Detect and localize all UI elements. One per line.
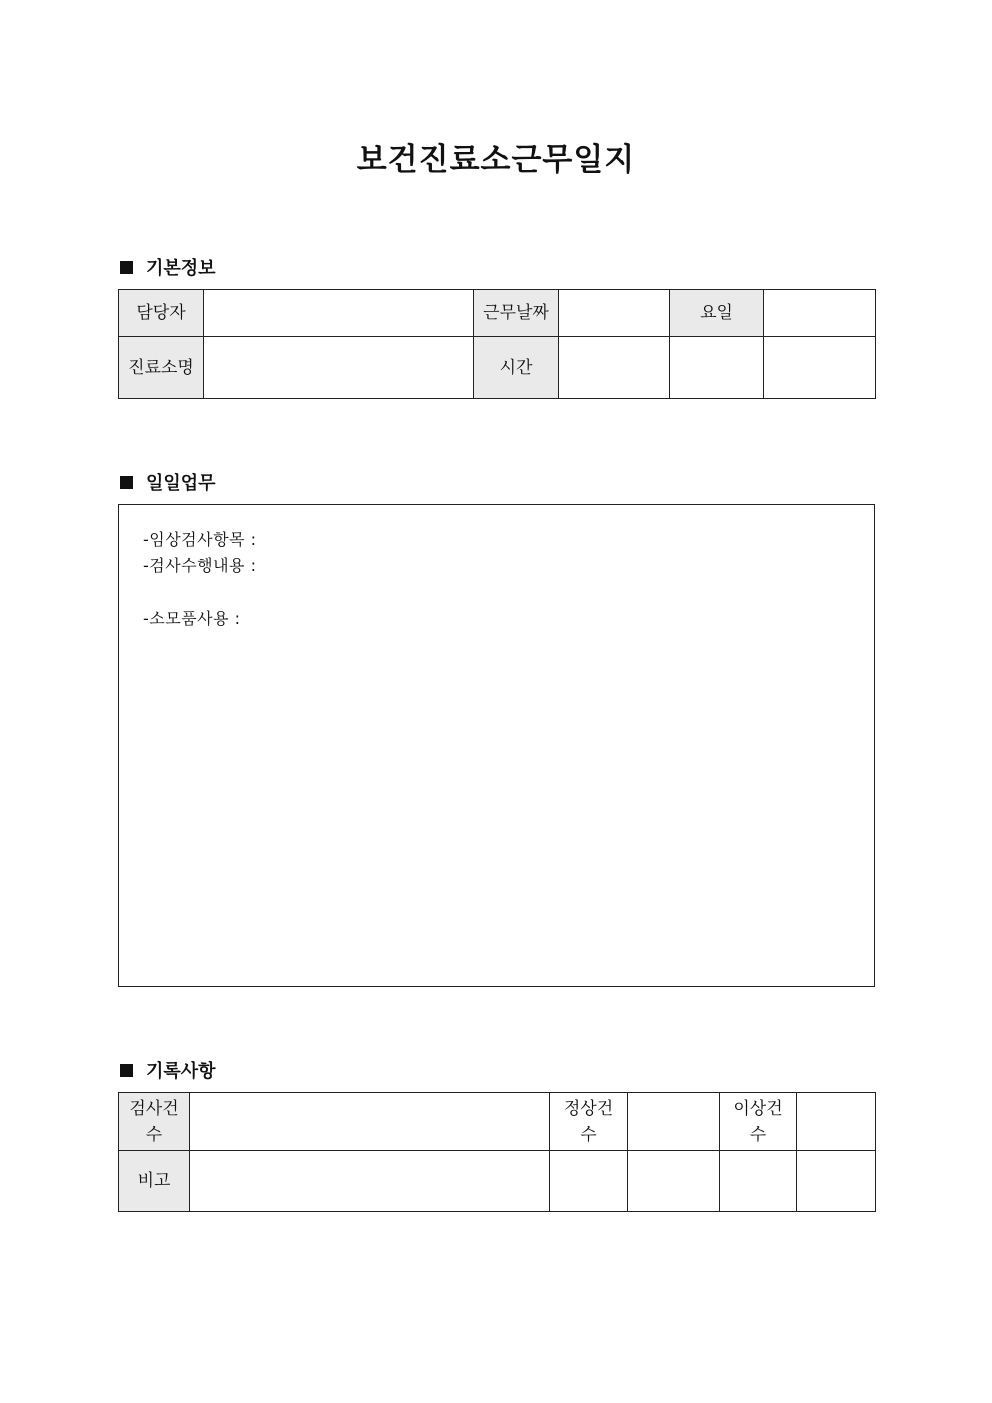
section-title: 기록사항 — [146, 1061, 216, 1082]
test-count-label-line1: 검사건 — [129, 1098, 179, 1119]
table-row — [119, 337, 876, 399]
time-label: 시간 — [474, 337, 559, 399]
table-row — [119, 290, 876, 337]
empty-cell[interactable] — [550, 1151, 628, 1212]
weekday-label: 요일 — [670, 290, 764, 337]
empty-cell[interactable] — [797, 1151, 876, 1212]
black-square-icon — [120, 261, 133, 274]
empty-cell[interactable] — [628, 1151, 720, 1212]
supplies-usage-line: -소모품사용 : — [143, 609, 241, 628]
black-square-icon — [120, 1064, 133, 1077]
empty-cell[interactable] — [764, 337, 876, 399]
black-square-icon — [120, 476, 133, 489]
abnormal-count-label-line2: 수 — [749, 1124, 767, 1145]
normal-count-field[interactable] — [628, 1093, 720, 1151]
normal-count-label — [550, 1093, 628, 1151]
clinical-test-items-line: -임상검사항목 : — [143, 530, 257, 549]
clinic-name-field[interactable] — [204, 337, 474, 399]
remarks-label: 비고 — [119, 1151, 190, 1212]
records-table — [118, 1092, 876, 1212]
work-date-field[interactable] — [559, 290, 670, 337]
test-count-label-line2: 수 — [145, 1124, 163, 1145]
abnormal-count-label-line1: 이상건 — [733, 1098, 783, 1119]
section-header-records — [120, 1057, 216, 1083]
daily-work-box[interactable] — [118, 504, 875, 987]
manager-field[interactable] — [204, 290, 474, 337]
manager-label: 담당자 — [119, 290, 204, 337]
table-row — [119, 1093, 876, 1151]
remarks-field[interactable] — [190, 1151, 550, 1212]
table-row — [119, 1151, 876, 1212]
test-count-label — [119, 1093, 190, 1151]
empty-cell[interactable] — [670, 337, 764, 399]
normal-count-label-line2: 수 — [580, 1124, 597, 1145]
abnormal-count-field[interactable] — [797, 1093, 876, 1151]
work-date-label: 근무날짜 — [474, 290, 559, 337]
weekday-field[interactable] — [764, 290, 876, 337]
test-details-line: -검사수행내용 : — [143, 556, 257, 575]
document-title: 보건진료소근무일지 — [356, 142, 636, 178]
time-field[interactable] — [559, 337, 670, 399]
abnormal-count-label — [720, 1093, 797, 1151]
section-header-basic-info — [120, 254, 216, 280]
test-count-field[interactable] — [190, 1093, 550, 1151]
normal-count-label-line1: 정상건 — [563, 1098, 614, 1119]
empty-cell[interactable] — [720, 1151, 797, 1212]
section-title: 기본정보 — [146, 258, 216, 279]
section-title: 일일업무 — [146, 473, 216, 494]
clinic-name-label: 진료소명 — [119, 337, 204, 399]
section-header-daily-work — [120, 469, 216, 495]
basic-info-table — [118, 289, 876, 399]
